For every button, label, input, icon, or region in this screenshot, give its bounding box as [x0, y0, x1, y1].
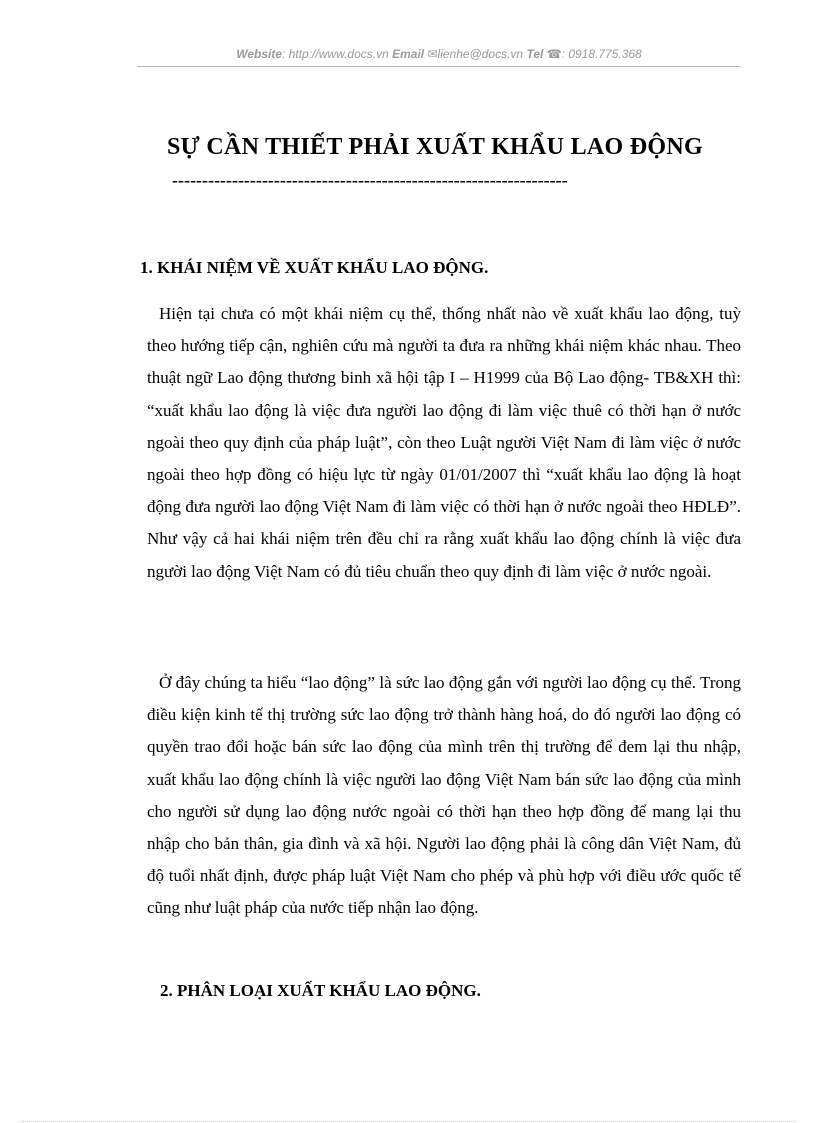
- website-label: Website: [236, 47, 283, 61]
- section-1-heading: 1. KHÁI NIỆM VỀ XUẤT KHẨU LAO ĐỘNG.: [140, 258, 489, 277]
- section-2-heading: 2. PHÂN LOẠI XUẤT KHẨU LAO ĐỘNG.: [160, 981, 481, 1000]
- page-header: [137, 47, 741, 65]
- paragraph-2: Ở đây chúng ta hiểu “lao động” là sức lao động gắn với người lao động cụ thể. Trong điều kiện kinh tế thị trường sức lao động trở thành hàng hoá, do đó người lao động có quyền trao đổi hoặc bán sức lao động của mình trên thị trường để đem lại thu nhập, xuất khẩu lao động chính là việc người lao động Việt Nam bán sức lao động của mình cho người sử dụng lao động nước ngoài có thời hạn theo hợp đồng để mang lại thu nhập cho bản thân, gia đình và xã hội. Người lao động phải là công dân Việt Nam, đủ độ tuổi nhất định, được pháp luật Việt Nam cho phép và phù hợp với điều ước quốc tế cũng như luật pháp của nước tiếp nhận lao động.: [147, 673, 741, 918]
- email-value: lienhe@docs.vn: [437, 47, 524, 61]
- page-title: SỰ CẦN THIẾT PHẢI XUẤT KHẨU LAO ĐỘNG: [167, 134, 703, 160]
- tel-label: Tel: [526, 47, 544, 61]
- paragraph-1: Hiện tại chưa có một khái niệm cụ thể, thống nhất nào về xuất khẩu lao động, tuỳ theo hướng tiếp cận, nghiên cứu mà người ta đưa ra những khái niệm khác nhau. Theo thuật ngữ Lao động thương binh xã hội tập I – H1999 của Bộ Lao động- TB&XH thì: “xuất khẩu lao động là việc đưa người lao động đi làm việc thuê có thời hạn ở nước ngoài theo quy định của pháp luật”, còn theo Luật người Việt Nam đi làm việc ở nước ngoài theo hợp đồng có hiệu lực từ ngày 01/01/2007 thì “xuất khẩu lao động là hoạt động đưa người lao động Việt Nam đi làm việc có thời hạn ở nước ngoài theo HĐLĐ”. Như vậy cả hai khái niệm trên đều chỉ ra rằng xuất khẩu lao động chính là việc đưa người lao động Việt Nam có đủ tiêu chuẩn theo quy định đi làm việc ở nước ngoài.: [147, 304, 741, 581]
- footer-divider: [22, 1121, 796, 1122]
- title-underline: ------------------------------------------------------------------: [172, 170, 568, 190]
- header-divider: [137, 66, 741, 67]
- website-value: : http://www.docs.vn: [282, 47, 389, 61]
- envelope-icon: ✉: [427, 47, 438, 61]
- email-label: Email: [392, 47, 425, 61]
- phone-icon: ☎: [546, 47, 562, 61]
- tel-value: : 0918.775.368: [561, 47, 642, 61]
